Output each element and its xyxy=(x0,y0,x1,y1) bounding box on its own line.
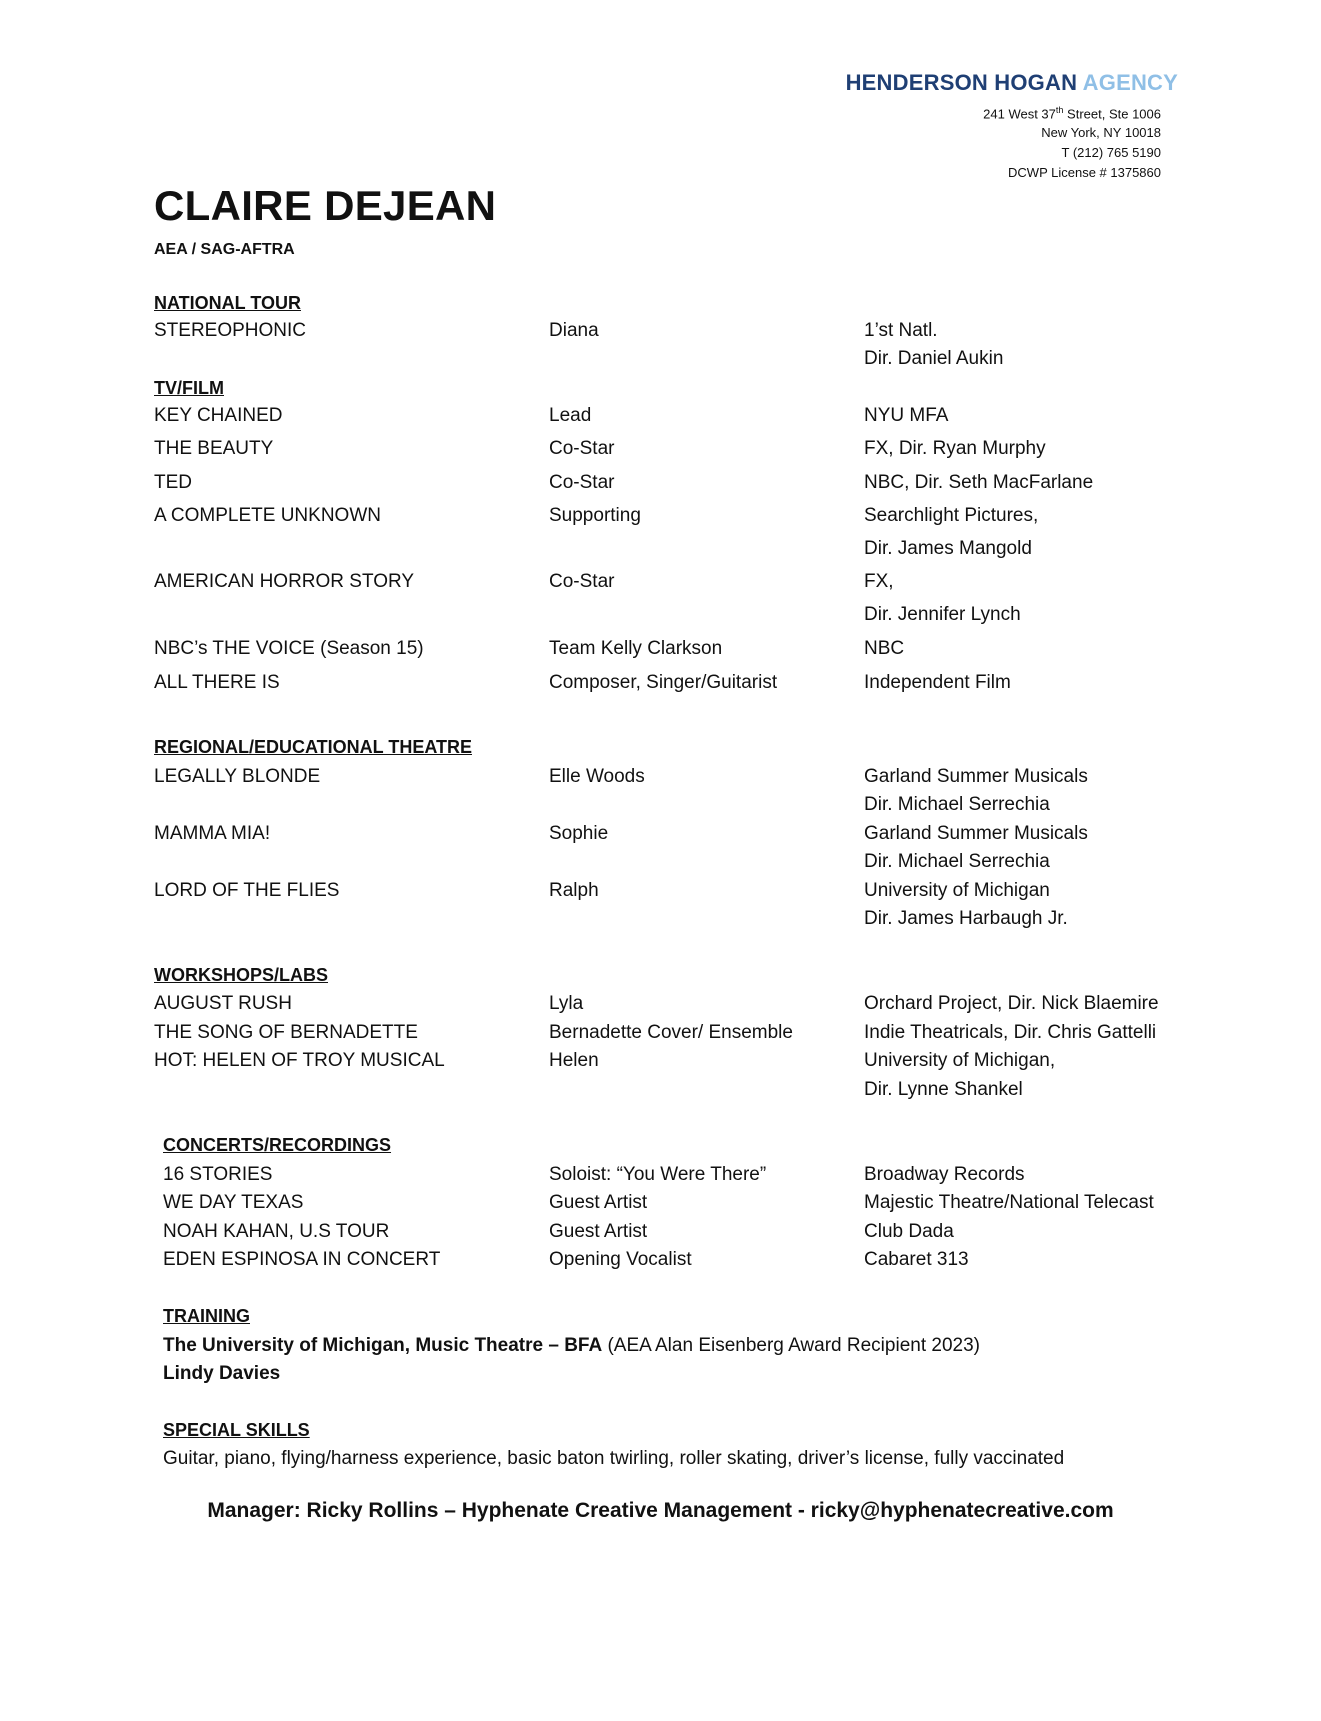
credit-title: THE SONG OF BERNADETTE xyxy=(154,1022,418,1043)
credit-title: LEGALLY BLONDE xyxy=(154,766,321,787)
section-heading-national-tour: NATIONAL TOUR xyxy=(154,293,301,313)
credit-venue: FX, xyxy=(864,571,894,592)
credit-venue: Indie Theatricals, Dir. Chris Gattelli xyxy=(864,1022,1157,1043)
section-heading-training: TRAINING xyxy=(163,1306,250,1326)
agency-license: DCWP License # 1375860 xyxy=(1008,165,1161,180)
address-rest: Street, Ste 1006 xyxy=(1063,106,1161,122)
credit-venue-line2: Dir. James Harbaugh Jr. xyxy=(864,908,1068,929)
credit-role: Team Kelly Clarkson xyxy=(549,638,723,659)
credit-venue: Majestic Theatre/National Telecast xyxy=(864,1192,1154,1213)
credit-venue: Cabaret 313 xyxy=(864,1249,969,1270)
credit-title: STEREOPHONIC xyxy=(154,320,307,341)
credit-role: Diana xyxy=(549,320,599,341)
credit-role: Elle Woods xyxy=(549,766,645,787)
credit-venue: Garland Summer Musicals xyxy=(864,766,1088,787)
credit-title: LORD OF THE FLIES xyxy=(154,880,340,901)
credit-venue: Searchlight Pictures, xyxy=(864,505,1039,526)
credit-title: HOT: HELEN OF TROY MUSICAL xyxy=(154,1050,445,1071)
credit-title: THE BEAUTY xyxy=(154,438,274,459)
credit-role: Opening Vocalist xyxy=(549,1249,692,1270)
credit-venue: Independent Film xyxy=(864,672,1011,693)
credit-role: Helen xyxy=(549,1050,599,1071)
training-award: (AEA Alan Eisenberg Award Recipient 2023) xyxy=(602,1335,980,1356)
credit-venue: Club Dada xyxy=(864,1221,954,1242)
credit-role: Lyla xyxy=(549,993,584,1014)
credit-title: A COMPLETE UNKNOWN xyxy=(154,505,381,526)
agency-name-accent: AGENCY xyxy=(1082,70,1178,95)
credit-title: TED xyxy=(154,472,192,493)
training-school: The University of Michigan, Music Theatre – BFA xyxy=(163,1335,603,1356)
agency-address xyxy=(983,105,1161,121)
section-heading-special-skills: SPECIAL SKILLS xyxy=(163,1420,310,1440)
credit-venue: Broadway Records xyxy=(864,1164,1025,1185)
training-teacher: Lindy Davies xyxy=(163,1363,281,1384)
credit-venue-line2: Dir. Jennifer Lynch xyxy=(864,604,1021,625)
credit-title: MAMMA MIA! xyxy=(154,823,271,844)
credit-venue: 1’st Natl. xyxy=(864,320,938,341)
credit-venue: NYU MFA xyxy=(864,405,949,426)
credit-title: WE DAY TEXAS xyxy=(163,1192,304,1213)
credit-title: 16 STORIES xyxy=(163,1164,273,1185)
credit-title: EDEN ESPINOSA IN CONCERT xyxy=(163,1249,441,1270)
credit-role: Co-Star xyxy=(549,571,615,592)
credit-venue: Garland Summer Musicals xyxy=(864,823,1088,844)
credit-title: NOAH KAHAN, U.S TOUR xyxy=(163,1221,390,1242)
credit-role: Bernadette Cover/ Ensemble xyxy=(549,1022,793,1043)
credit-role: Soloist: “You Were There” xyxy=(549,1164,767,1185)
credit-venue: Orchard Project, Dir. Nick Blaemire xyxy=(864,993,1159,1014)
credit-venue-line2: Dir. James Mangold xyxy=(864,538,1032,559)
agency-name xyxy=(846,70,1178,96)
performer-name: CLAIRE DEJEAN xyxy=(154,182,497,229)
credit-venue-line2: Dir. Daniel Aukin xyxy=(864,348,1004,369)
credit-venue: NBC, Dir. Seth MacFarlane xyxy=(864,472,1094,493)
credit-venue: NBC xyxy=(864,638,905,659)
section-heading-tv-film: TV/FILM xyxy=(154,378,224,398)
address-sup: th xyxy=(1055,105,1064,115)
manager-contact: Manager: Ricky Rollins – Hyphenate Creative Management - ricky@hyphenatecreative.com xyxy=(207,1499,1114,1522)
credit-title: AUGUST RUSH xyxy=(154,993,292,1014)
section-heading-concerts: CONCERTS/RECORDINGS xyxy=(163,1135,392,1155)
credit-venue: University of Michigan, xyxy=(864,1050,1056,1071)
credit-role: Composer, Singer/Guitarist xyxy=(549,672,778,693)
credit-role: Lead xyxy=(549,405,592,426)
credit-title: AMERICAN HORROR STORY xyxy=(154,571,415,592)
credit-title: KEY CHAINED xyxy=(154,405,283,426)
special-skills-text: Guitar, piano, flying/harness experience, basic baton twirling, roller skating, driver’s license, fully vaccinated xyxy=(163,1448,1065,1469)
section-heading-workshops: WORKSHOPS/LABS xyxy=(154,965,329,985)
credit-role: Guest Artist xyxy=(549,1192,648,1213)
credit-role: Ralph xyxy=(549,880,599,901)
section-heading-regional-theatre: REGIONAL/EDUCATIONAL THEATRE xyxy=(154,737,472,757)
credit-role: Guest Artist xyxy=(549,1221,648,1242)
credit-venue-line2: Dir. Lynne Shankel xyxy=(864,1079,1023,1100)
credit-venue-line2: Dir. Michael Serrechia xyxy=(864,851,1050,872)
credit-venue-line2: Dir. Michael Serrechia xyxy=(864,794,1050,815)
training-line xyxy=(163,1335,980,1357)
agency-city: New York, NY 10018 xyxy=(1041,125,1161,140)
credit-role: Co-Star xyxy=(549,472,615,493)
credit-venue: FX, Dir. Ryan Murphy xyxy=(864,438,1046,459)
credit-role: Sophie xyxy=(549,823,609,844)
credit-title: ALL THERE IS xyxy=(154,672,280,693)
credit-role: Supporting xyxy=(549,505,641,526)
credit-role: Co-Star xyxy=(549,438,615,459)
address-prefix: 241 West 37 xyxy=(983,106,1056,122)
credit-venue: University of Michigan xyxy=(864,880,1050,901)
agency-name-main: HENDERSON HOGAN xyxy=(845,70,1078,95)
credit-title: NBC’s THE VOICE (Season 15) xyxy=(154,638,424,659)
performer-unions: AEA / SAG-AFTRA xyxy=(154,241,295,258)
agency-phone: T (212) 765 5190 xyxy=(1061,145,1161,160)
